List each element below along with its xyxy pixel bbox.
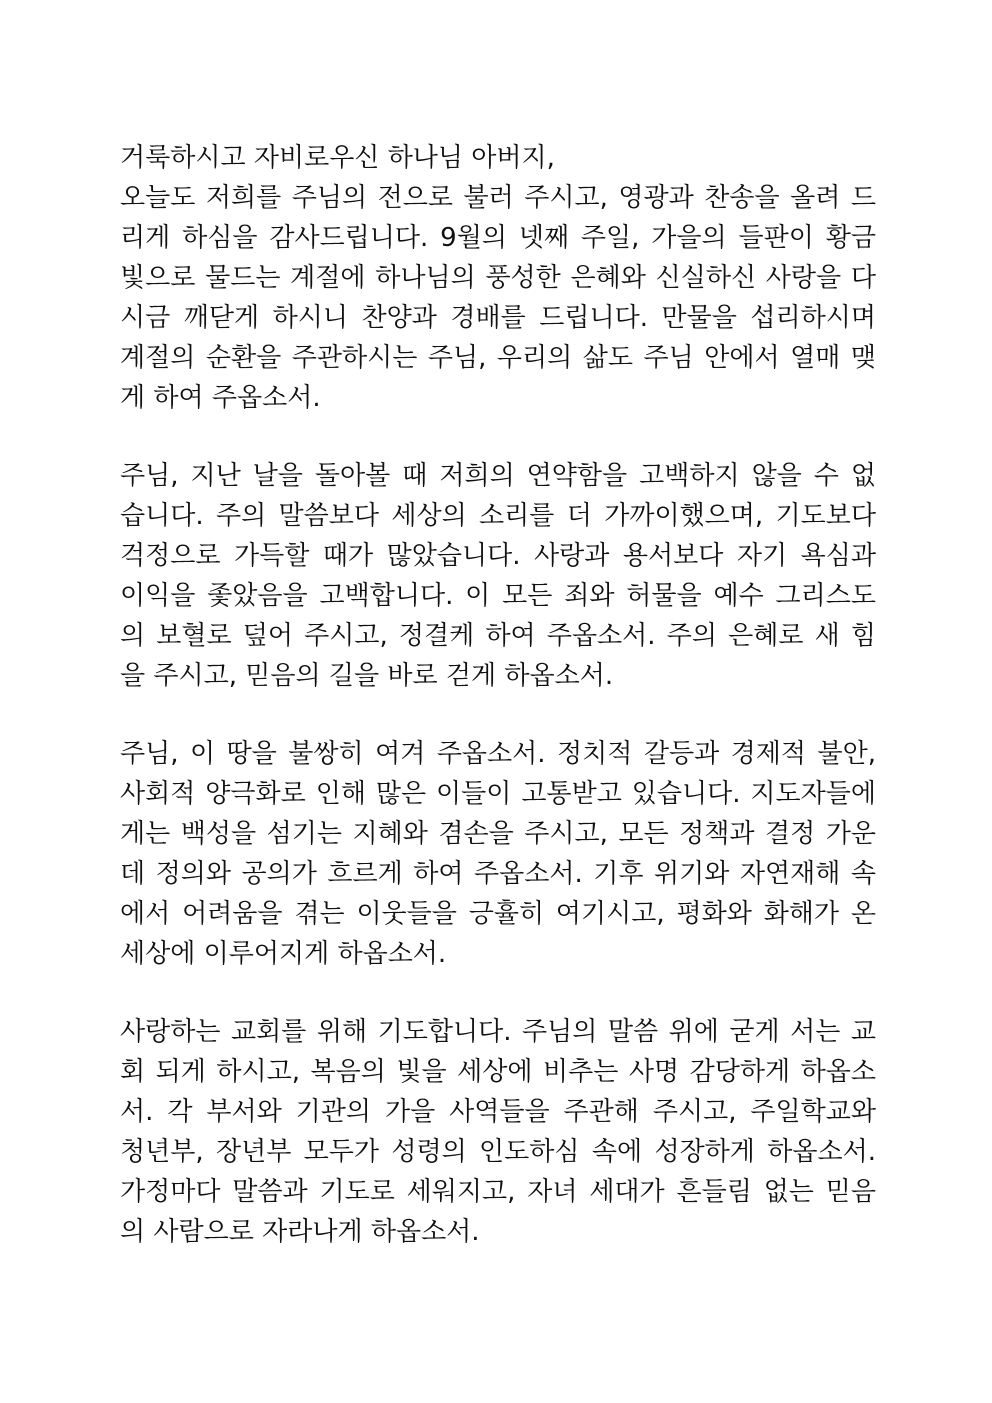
text-line: 게는 백성을 섬기는 지혜와 겸손을 주시고, 모든 정책과 결정 가운 — [120, 819, 876, 849]
text-line: 습니다. 주의 말씀보다 세상의 소리를 더 가까이했으며, 기도보다 — [120, 501, 876, 531]
text-line: 빛으로 물드는 계절에 하나님의 풍성한 은혜와 신실하신 사랑을 다 — [120, 263, 876, 293]
paragraph-thanksgiving — [120, 138, 876, 418]
text-line: 주님, 이 땅을 불쌍히 여겨 주옵소서. 정치적 갈등과 경제적 불안, — [120, 739, 876, 769]
text-line: 이익을 좇았음을 고백합니다. 이 모든 죄와 허물을 예수 그리스도 — [120, 581, 876, 611]
text-line: 을 주시고, 믿음의 길을 바로 걷게 하옵소서. — [120, 661, 614, 691]
paragraph-nation — [120, 734, 876, 974]
text-line: 사회적 양극화로 인해 많은 이들이 고통받고 있습니다. 지도자들에 — [120, 779, 876, 809]
text-line: 회 되게 하시고, 복음의 빛을 세상에 비추는 사명 감당하게 하옵소 — [120, 1057, 876, 1087]
text-line: 거룩하시고 자비로우신 하나님 아버지, — [120, 143, 555, 173]
text-line: 오늘도 저희를 주님의 전으로 불러 주시고, 영광과 찬송을 올려 드 — [120, 183, 876, 213]
text-line: 의 보혈로 덮어 주시고, 정결케 하여 주옵소서. 주의 은혜로 새 힘 — [120, 621, 876, 651]
text-line: 걱정으로 가득할 때가 많았습니다. 사랑과 용서보다 자기 욕심과 — [120, 541, 876, 571]
text-line: 가정마다 말씀과 기도로 세워지고, 자녀 세대가 흔들림 없는 믿음 — [120, 1177, 876, 1207]
paragraph-confession — [120, 456, 876, 696]
text-line: 청년부, 장년부 모두가 성령의 인도하심 속에 성장하게 하옵소서. — [120, 1137, 876, 1167]
text-line: 계절의 순환을 주관하시는 주님, 우리의 삶도 주님 안에서 열매 맺 — [120, 343, 876, 373]
text-line: 리게 하심을 감사드립니다. 9월의 넷째 주일, 가을의 들판이 황금 — [120, 223, 876, 253]
text-line: 에서 어려움을 겪는 이웃들을 긍휼히 여기시고, 평화와 화해가 온 — [120, 899, 876, 929]
text-line: 데 정의와 공의가 흐르게 하여 주옵소서. 기후 위기와 자연재해 속 — [120, 859, 876, 889]
text-line: 서. 각 부서와 기관의 가을 사역들을 주관해 주시고, 주일학교와 — [120, 1097, 876, 1127]
text-line: 사랑하는 교회를 위해 기도합니다. 주님의 말씀 위에 굳게 서는 교 — [120, 1017, 876, 1047]
text-line: 주님, 지난 날을 돌아볼 때 저희의 연약함을 고백하지 않을 수 없 — [120, 461, 876, 491]
text-line: 의 사람으로 자라나게 하옵소서. — [120, 1217, 480, 1247]
text-line: 시금 깨닫게 하시니 찬양과 경배를 드립니다. 만물을 섭리하시며 — [120, 303, 876, 333]
paragraph-church — [120, 1012, 876, 1252]
text-line: 게 하여 주옵소서. — [120, 383, 321, 413]
text-line: 세상에 이루어지게 하옵소서. — [120, 939, 447, 969]
